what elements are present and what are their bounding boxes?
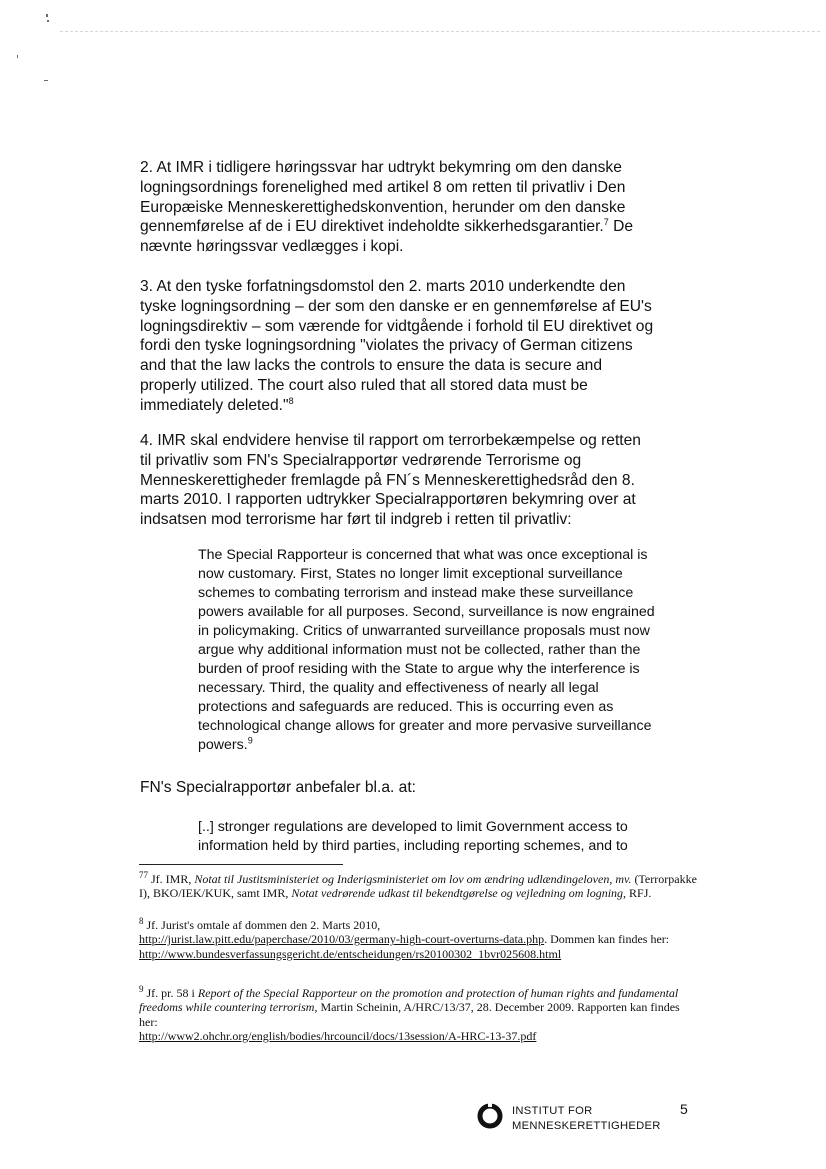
page-number: 5: [680, 1101, 688, 1117]
quote1-line: in policymaking. Critics of unwarranted surveillance proposals must now: [198, 623, 650, 639]
footnote-9: [139, 986, 699, 1043]
footnote-text: Jf. pr. 58 i: [143, 986, 198, 1000]
footnote-number: 9: [139, 984, 144, 994]
quote2-line: information held by third parties, including reporting schemes, and to: [198, 838, 628, 854]
ring-logo-icon: [477, 1103, 503, 1129]
footnote-text: , RFJ.: [623, 886, 652, 901]
quote1-line: protections and safeguards are reduced. This is occurring even as: [198, 699, 614, 715]
footnote-7: [139, 872, 699, 901]
p2-line: logningsordnings forenelighed med artikel 8 om retten til privatliv i Den: [140, 178, 626, 196]
footnote-text: (Terrorpakke I), BKO/IEK/KUK, samt IMR,: [139, 872, 697, 901]
paragraph-3: [140, 277, 700, 416]
footnote-title: Notat til Justitsministeriet og Inderigsministeriet om lov om ændring udlændingeloven, mv.: [194, 872, 632, 886]
footnote-text: Jf. IMR,: [148, 872, 195, 886]
p3-line: properly utilized. The court also ruled that all stored data must be: [140, 376, 588, 394]
quote2-line: [..] stronger regulations are developed to limit Government access to: [198, 819, 628, 835]
footnote-ref-8[interactable]: 8: [288, 395, 294, 406]
footnote-ref-9[interactable]: 9: [247, 735, 253, 746]
footnote-text: Jf. Jurist's omtale af dommen den 2. Marts 2010,: [143, 918, 381, 932]
scan-speck: [46, 14, 48, 17]
p2-line: Europæiske Menneskerettighedskonvention, herunder om den danske: [140, 198, 626, 216]
footnote-separator: [139, 864, 343, 865]
p3-line: 3. At den tyske forfatningsdomstol den 2. marts 2010 underkendte den: [140, 278, 626, 295]
p2-tail: De: [608, 218, 634, 236]
quote1-line: necessary. Third, the quality and effectiveness of nearly all legal: [198, 680, 599, 696]
p3-line: tyske logningsordning – der som den danske er en gennemførelse af EU's: [140, 297, 652, 315]
footnote-text: . Dommen kan findes her:: [544, 932, 670, 947]
p4-line: 4. IMR skal endvidere henvise til rapport om terrorbekæmpelse og retten: [140, 432, 641, 449]
institute-logo: [477, 1101, 677, 1145]
p3-line: and that the law lacks the controls to ensure the data is secure and: [140, 357, 603, 375]
p3-line: fordi den tyske logningsordning "violates the privacy of German citizens: [140, 337, 633, 355]
quote1-line: argue why additional information must not be collected, rather than the: [198, 642, 641, 658]
scan-speck: [17, 55, 18, 58]
footnote-text: , Martin Scheinin, A/HRC/13/37, 28. December 2009. Rapporten kan findes her:: [139, 1000, 680, 1029]
footnote-title: Report of the Special Rapporteur on the promotion and protection of human rights and fundamental freedoms while countering terrorism: [139, 986, 679, 1015]
quote1-line: powers available for all purposes. Second, surveillance is now engrained: [198, 604, 655, 620]
quote1-line: The Special Rapporteur is concerned that what was once exceptional is: [198, 547, 648, 563]
footnote-link[interactable]: http://www.bundesverfassungsgericht.de/entscheidungen/rs20100302_1bvr025608.html: [139, 946, 562, 961]
logo-line-2: MENNESKERETTIGHEDER: [512, 1120, 661, 1132]
footnote-title: Notat vedrørende udkast til bekendtgørelse og vejledning om logning: [291, 886, 624, 901]
footnote-link[interactable]: http://www2.ohchr.org/english/bodies/hrcouncil/docs/13session/A-HRC-13-37.pdf: [139, 1028, 537, 1043]
quote1-line: powers.: [198, 737, 248, 753]
footnote-8: [139, 918, 699, 961]
p4-line: Menneskerettigheder fremlagde på FN´s Menneskerettighedsråd den 8.: [140, 471, 635, 489]
scan-speck: [47, 20, 49, 22]
scan-header-line: [60, 31, 820, 32]
quote1-line: now customary. First, States no longer limit exceptional surveillance: [198, 566, 623, 582]
block-quote-1: [198, 546, 698, 755]
scan-speck: [44, 80, 48, 81]
footnote-number: 8: [139, 916, 144, 926]
footnote-link[interactable]: http://jurist.law.pitt.edu/paperchase/2010/03/germany-high-court-overturns-data.php: [139, 932, 545, 947]
p2-line: gennemførelse af de i EU direktivet indeholdte sikkerhedsgarantier.: [140, 218, 604, 236]
logo-line-1: INSTITUT FOR: [512, 1105, 593, 1117]
quote1-line: burden of proof residing with the State to argue why the interference is: [198, 661, 640, 677]
p3-line: logningsdirektiv – som værende for vidtgående i forhold til EU direktivet og: [140, 317, 654, 335]
p2-line: 2. At IMR i tidligere høringssvar har udtrykt bekymring om den danske: [140, 159, 622, 176]
paragraph-5: [140, 778, 700, 798]
paragraph-2: [140, 158, 700, 257]
footnote-ref-7[interactable]: 7: [603, 217, 609, 228]
p4-line: til privatliv som FN's Specialrapportør vedrørende Terrorisme og: [140, 451, 582, 469]
quote1-line: technological change allows for greater and more pervasive surveillance: [198, 718, 652, 734]
p2-line: nævnte høringssvar vedlægges i kopi.: [140, 238, 404, 256]
p3-line: immediately deleted.": [140, 396, 289, 414]
logo-text: [512, 1104, 661, 1134]
footnote-number: 77: [139, 870, 148, 880]
paragraph-4: [140, 431, 700, 530]
block-quote-2: [198, 818, 698, 856]
p4-line: marts 2010. I rapporten udtrykker Specialrapportøren bekymring over at: [140, 491, 636, 509]
p5-text: FN's Specialrapportør anbefaler bl.a. at:: [140, 779, 416, 796]
p4-line: indsatsen mod terrorisme har ført til indgreb i retten til privatliv:: [140, 511, 572, 529]
quote1-line: schemes to combating terrorism and instead make these surveillance: [198, 585, 634, 601]
